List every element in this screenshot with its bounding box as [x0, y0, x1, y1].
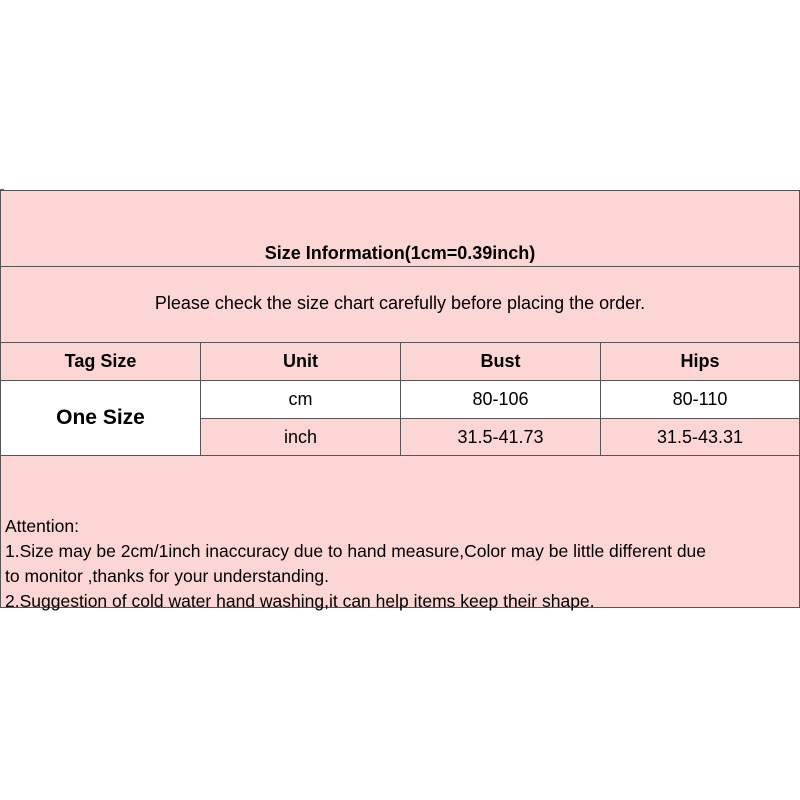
row-cm-bust: 80-106	[400, 380, 601, 419]
row-inch-unit: inch	[200, 418, 401, 456]
row-cm-unit: cm	[200, 380, 401, 419]
title-band	[0, 190, 800, 267]
attention-line-2: to monitor ,thanks for your understanding.	[5, 566, 329, 586]
header-unit: Unit	[200, 342, 401, 381]
size-info-title: Size Information(1cm=0.39inch)	[264, 243, 536, 263]
tag-size-cell: One Size	[0, 380, 201, 456]
header-hips: Hips	[600, 342, 800, 381]
notice-band	[0, 266, 800, 343]
attention-heading: Attention:	[5, 516, 79, 536]
attention-band	[0, 455, 800, 611]
header-tag-size: Tag Size	[0, 342, 201, 381]
notice-text: Please check the size chart carefully before placing the order.	[154, 293, 646, 313]
size-table	[0, 342, 800, 456]
row-inch-bust: 31.5-41.73	[400, 418, 601, 456]
attention-line-1: 1.Size may be 2cm/1inch inaccuracy due to hand measure,Color may be little different due	[5, 541, 707, 561]
size-chart	[0, 190, 800, 611]
header-bust: Bust	[400, 342, 601, 381]
attention-line-3: 2.Suggestion of cold water hand washing,it can help items keep their shape.	[5, 591, 595, 611]
row-inch-hips: 31.5-43.31	[600, 418, 800, 456]
attention-text	[5, 514, 795, 614]
row-cm-hips: 80-110	[600, 380, 800, 419]
